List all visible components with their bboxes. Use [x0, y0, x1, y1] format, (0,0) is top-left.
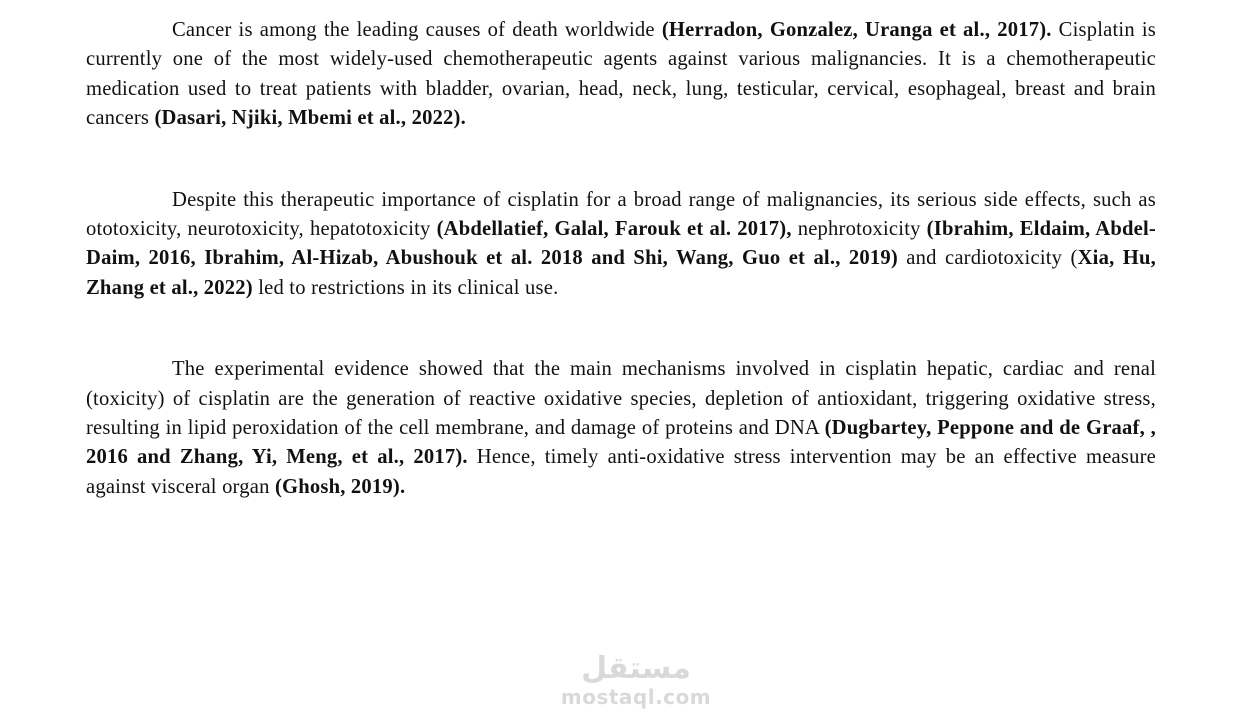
watermark-logo — [556, 652, 716, 714]
text-segment: led to restrictions in its clinical use. — [252, 276, 559, 299]
text-segment: Despite this therapeutic importance of cisplatin for a broad range of malignancies, its serious side effects, such as ototoxicity, neurotoxicity, hepatotoxicity — [86, 188, 1156, 241]
watermark-latin: mostaql.com — [560, 685, 712, 709]
document-body — [86, 16, 1156, 502]
citation: (Ghosh, 2019). — [274, 475, 406, 498]
citation: (Abdellatief, Galal, Farouk et al. 2017), — [436, 218, 792, 241]
text-segment: Cancer is among the leading causes of death worldwide — [172, 19, 662, 41]
text-segment: Hence, timely anti-oxidative stress intervention may be an effective measure against visceral organ — [86, 446, 1156, 498]
text-segment: The experimental evidence showed that the main mechanisms involved in cisplatin hepatic, cardiac and renal (toxicity) of cisplatin are the generation of reactive oxidative species, depletion of antioxidant, triggering oxidative stress, resulting in lipid peroxidation of the cell membrane, and damage of proteins and DNA — [86, 358, 1156, 440]
citation: (Dasari, Njiki, Mbemi et al., 2022). — [154, 107, 466, 130]
text-segment: Cisplatin is currently one of the most widely-used chemotherapeutic agents against various malignancies. It is a chemotherapeutic medication used to treat patients with bladder, ovarian, head, neck, lung, testicular, cervical, esophageal, breast and brain cancers — [86, 19, 1156, 130]
paragraph-2 — [86, 186, 1156, 304]
citation: (Dugbartey, Peppone and de Graaf, , 2016 and Zhang, Yi, Meng, et al., 2017). — [86, 417, 1156, 469]
text-segment: and cardiotoxicity ( — [897, 247, 1078, 270]
citation: (Ibrahim, Eldaim, Abdel-Daim, 2016, Ibrahim, Al-Hizab, Abushouk et al. 2018 and Shi, Wang, Guo et al., 2019) — [86, 218, 1156, 270]
citation: Xia, Hu, Zhang et al., 2022) — [86, 247, 1156, 299]
text-segment: nephrotoxicity — [791, 218, 927, 241]
paragraph-1 — [86, 16, 1156, 134]
citation: (Herradon, Gonzalez, Uranga et al., 2017). — [661, 19, 1052, 41]
paragraph-3 — [86, 355, 1156, 502]
watermark-arabic: مستقل — [581, 651, 691, 686]
